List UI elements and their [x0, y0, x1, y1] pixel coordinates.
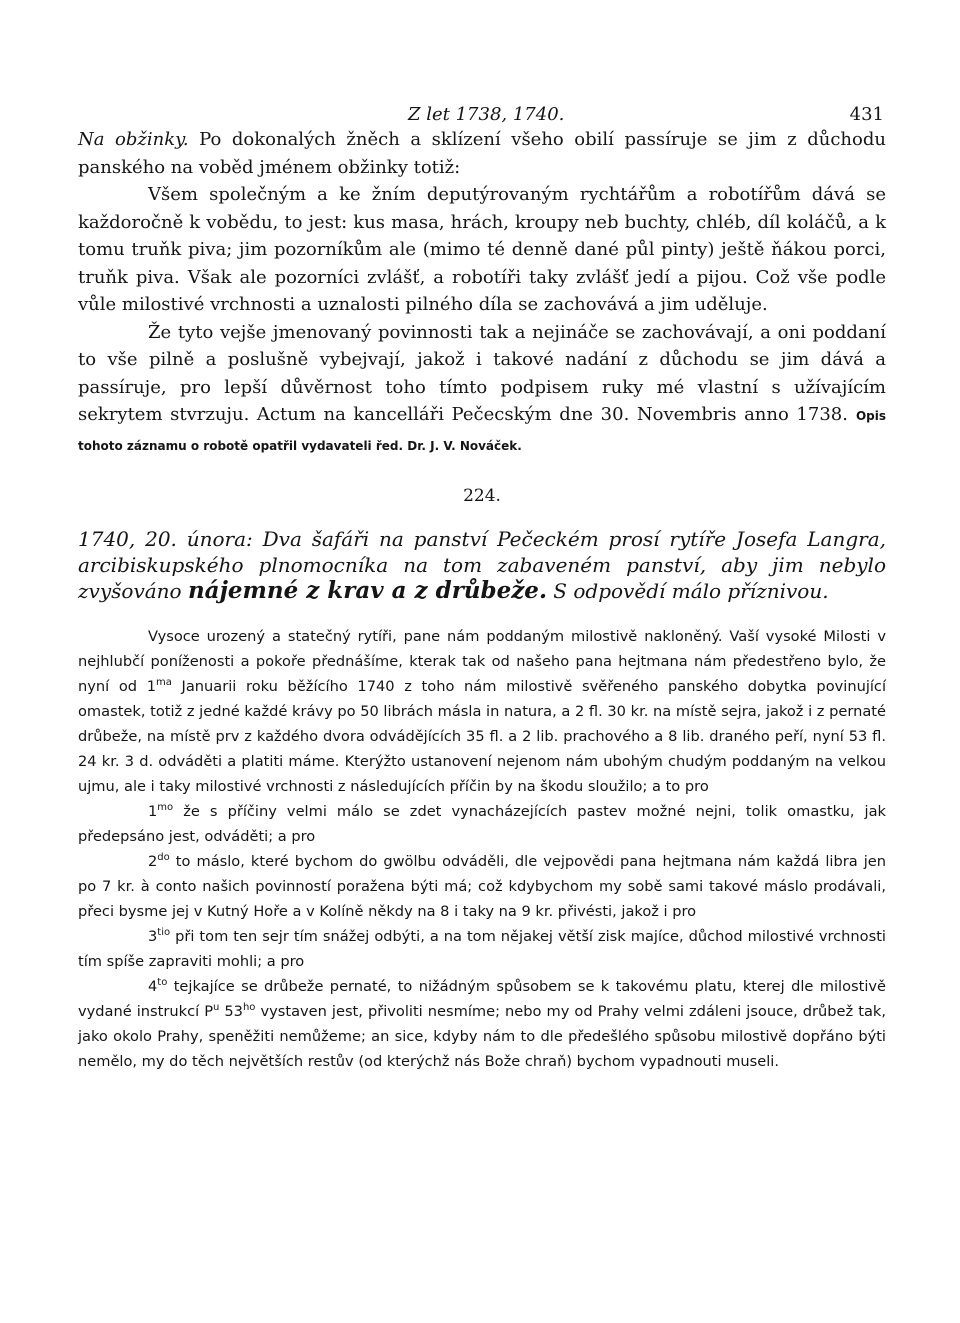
paragraph-text: Po dokonalých žněch a sklízení všeho obilí passíruje se jim z důchodu panského na voběd jménem obžinky totiž: [78, 129, 886, 178]
letter-paragraph [78, 624, 886, 799]
superscript: ma [156, 677, 172, 689]
paragraph [78, 319, 886, 461]
page [78, 96, 886, 1074]
running-title: Z let 1738, 1740. [408, 104, 565, 125]
superscript: u [213, 1002, 220, 1014]
document-heading [78, 526, 886, 604]
superscript: ho [242, 1002, 256, 1014]
paragraph: Všem společným a ke žním deputýrovaným rychtářům a robotířům dává se každoročně k vobědu, to jest: kus masa, hrách, kroupy neb buchty, chléb, díl koláčů, a k tomu truňk piva; jim pozorníkům ale (mimo té denně dané půl pinty) ještě ňákou porci, truňk piva. Však ale pozorníci zvlášť, a robotíři taky zvlášť jedí a pijou. Což vše podle vůle milostivé vrchnosti a uznalosti pilného díla se zachovává a jim uděluje. [78, 184, 886, 315]
paragraph-text: Že tyto vejše jmenovaný povinnosti tak a nejináče se zachovávají, a oni poddaní to vše pilně a poslušně vybejvají, jakož i takové nadání z důchodu se jim dává a passíruje, pro lepší důvěrnost toho tímto podpisem ruky mé vlastní s užívajícím sekrytem stvrzuju. Actum na kancelláři Pečecským dne 30. Novembris anno 1738. [78, 321, 886, 425]
paragraph [78, 126, 886, 181]
section-lead: Na obžinky. [78, 129, 189, 150]
text: to máslo, které bychom do gwölbu odváděli, dle vejpovědi pana hejtmana nám každá libra jen po 7 kr. à conto našich povinností poražena býti má; což kdybychom my sobě sami takové máslo prodávali, přeci bysme jej v Kutný Hoře a v Kolíně někdy na 8 i taky na 9 kr. přivésti, jakož i pro [78, 853, 886, 920]
letter-body [78, 624, 886, 1074]
superscript: do [157, 852, 170, 864]
source-note: Opis tohoto záznamu o robotě opatřil vydavateli řed. Dr. J. V. Nováček. [78, 409, 886, 453]
heading-emphasis: nájemné z krav a z drůbeže. [187, 577, 547, 604]
item-number: 2 [148, 853, 158, 870]
text: tejkajíce se drůbeže pernaté, to nižádným spůsobem se k takovému platu, kterej dle milostivě vydané instrukcí P [78, 978, 886, 1020]
text: Januarii roku běžícího 1740 z toho nám milostivě svěřeného panského dobytka povinující omastek, totiž z jedné každé krávy po 50 librách másla in natura, a 2 fl. 30 kr. na místě sejra, jakož i z pernaté drůbeže, na místě prv z každého dvora odváděјících 35 fl. a 2 lib. prachového a 8 lib. draného peří, nyní 53 fl. 24 kr. 3 d. odváděti a platiti máme. Kterýžto ustanovení nejenom nám ubohým chudým poddaným na velkou ujmu, ale i taky milostivé vrchnosti z následujících příčin by na škodu sloužilo; a to pro [78, 678, 887, 795]
document-number: 224. [463, 486, 501, 506]
letter-paragraph [78, 974, 886, 1074]
text: Vysoce urozený a statečný rytíři, pane nám poddaným milostivě nakloněný. Vaší vysoké Milosti v nejhlubčí poníženosti a pokoře přednášíme, kterak tak od našeho pana hejtmana nám předestřeno bylo, že nyní od 1 [78, 628, 886, 695]
text: 53 [219, 1003, 243, 1020]
letter-paragraph [78, 924, 886, 974]
item-number: 1 [148, 803, 158, 820]
superscript: mo [157, 802, 174, 814]
heading-text: 1740, 20. února: Dva šafáři na panství Pečeckém prosí rytíře Josefa Langra, arcibiskupského plnomocníka na tom zabaveném panství, aby jim nebylo zvyšováno [78, 527, 886, 603]
text: že s příčiny velmi málo se zdet vynacházejících pastev možné nejni, tolik omastku, jak předepsáno jest, odváděti; a pro [78, 803, 886, 845]
item-number: 3 [148, 928, 158, 945]
text: při tom ten sejr tím snážej odbýti, a na tom nějakej větší zisk majíce, důchod milostivé vrchnosti tím spíše zapraviti mohli; a pro [78, 928, 886, 970]
page-number: 431 [849, 104, 884, 125]
superscript: to [157, 977, 168, 989]
letter-paragraph [78, 799, 886, 849]
page-header [78, 96, 886, 126]
heading-text: S odpovědí málo příznivou. [546, 579, 829, 603]
text: vystaven jest, přivoliti nesmíme; nebo my od Prahy velmi zdáleni jsouce, drůbež tak, jako okolo Prahy, speněžiti nemůžeme; an sice, kdyby nám to dle předešlého spůsobu milostivě dopřáno býti nemělo, my do těch největších restův (od kterýchž nás Bože chraň) bychom vypadnouti museli. [78, 1003, 886, 1070]
section-obzinky [78, 126, 886, 460]
item-number: 4 [148, 978, 158, 995]
letter-paragraph [78, 849, 886, 924]
superscript: tio [157, 927, 171, 939]
